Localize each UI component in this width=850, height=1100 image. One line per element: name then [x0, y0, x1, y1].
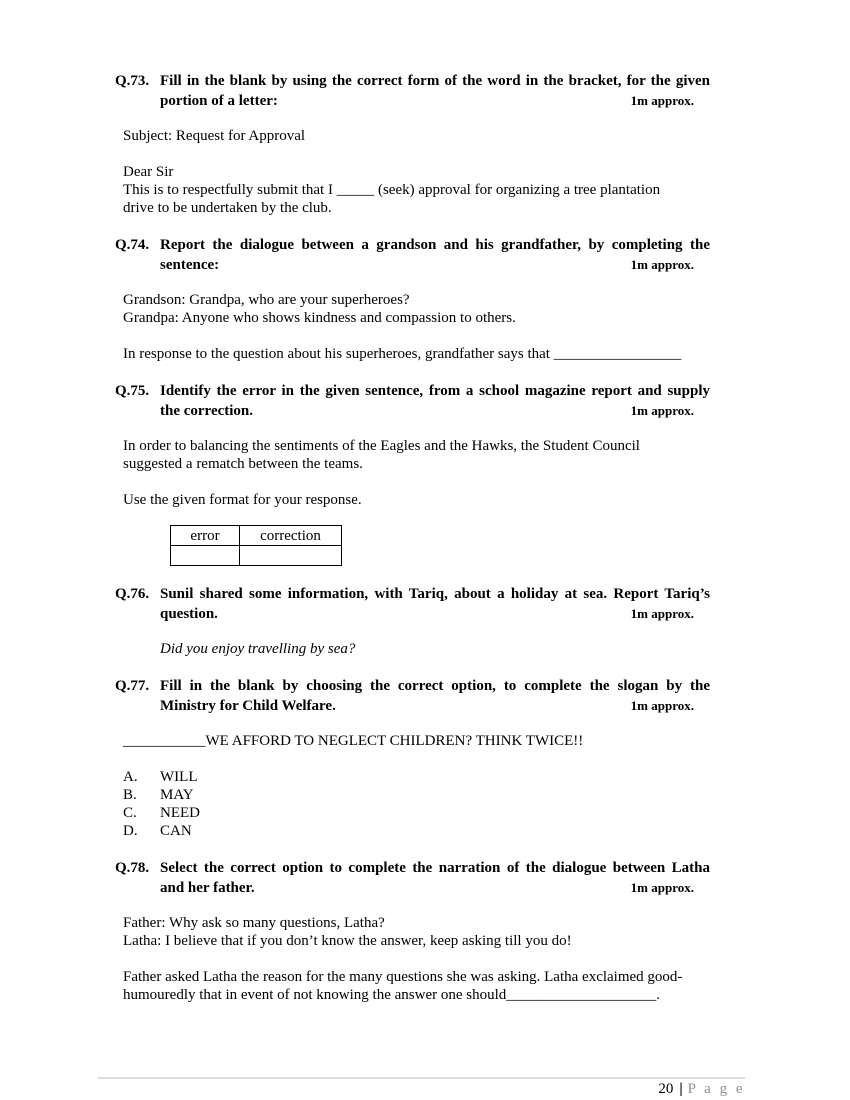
question-title	[160, 382, 710, 421]
question-title	[160, 72, 710, 111]
option-text: MAY	[160, 787, 194, 803]
question-title-line2: question.	[160, 606, 218, 622]
narration-line1: Father asked Latha the reason for the many questions she was asking. Latha exclaimed good-	[123, 969, 683, 985]
question-title-line1: Identify the error in the given sentence, from a school magazine report and supply	[160, 383, 710, 399]
option-letter: B.	[123, 787, 137, 803]
error-sentence-line1: In order to balancing the sentiments of the Eagles and the Hawks, the Student Council	[123, 438, 640, 454]
error-sentence-line2: suggested a rematch between the teams.	[123, 456, 363, 472]
marks-label: 1m approx.	[630, 403, 694, 418]
question-heading	[115, 859, 710, 898]
marks-label: 1m approx.	[630, 93, 694, 108]
reported-question-quote: Did you enjoy travelling by sea?	[160, 641, 356, 657]
dialogue-line-grandson: Grandson: Grandpa, who are your superheroes?	[123, 292, 410, 308]
question-heading	[115, 677, 710, 716]
marks-label: 1m approx.	[630, 257, 694, 272]
error-correction-table	[170, 525, 342, 566]
option-text: CAN	[160, 823, 192, 839]
question-title-line2: and her father.	[160, 880, 255, 896]
question-body	[123, 732, 710, 840]
letter-body-line1: This is to respectfully submit that I _____ (seek) approval for organizing a tree plantation	[123, 182, 661, 198]
option-text: NEED	[160, 805, 200, 821]
question-title-line2: sentence:	[160, 257, 220, 273]
question-title	[160, 859, 710, 898]
question-title-line2: the correction.	[160, 403, 254, 419]
question-block-78	[115, 859, 710, 1004]
question-title-line1: Fill in the blank by using the correct form of the word in the bracket, for the given	[160, 73, 710, 89]
question-title	[160, 585, 710, 624]
question-block-76	[115, 585, 710, 658]
question-title-line2: portion of a letter:	[160, 93, 278, 109]
question-body	[123, 914, 710, 1004]
question-block-75	[115, 382, 710, 566]
question-title	[160, 236, 710, 275]
option-row-c	[123, 804, 710, 822]
option-letter: A.	[123, 769, 138, 785]
page-footer	[98, 1080, 745, 1099]
question-body	[123, 127, 710, 217]
format-instruction: Use the given format for your response.	[123, 492, 362, 508]
table-cell-error-blank	[171, 546, 240, 566]
question-number: Q.74.	[115, 237, 150, 253]
letter-subject: Subject: Request for Approval	[123, 128, 306, 144]
dialogue-line-grandpa: Grandpa: Anyone who shows kindness and compassion to others.	[123, 310, 516, 326]
question-body	[123, 291, 710, 363]
question-body	[123, 640, 710, 658]
question-heading	[115, 585, 710, 624]
question-title-line1: Select the correct option to complete the narration of the dialogue between Latha	[160, 860, 710, 876]
question-number: Q.77.	[115, 678, 150, 694]
page-content	[115, 72, 710, 1004]
spacer	[123, 473, 710, 491]
spacer	[123, 750, 710, 768]
question-block-77	[115, 677, 710, 840]
question-number: Q.75.	[115, 383, 150, 399]
table-header-correction: correction	[240, 526, 342, 546]
question-body	[123, 437, 710, 566]
dialogue-line-latha: Latha: I believe that if you don’t know the answer, keep asking till you do!	[123, 933, 572, 949]
page-number: 20	[658, 1081, 674, 1097]
marks-label: 1m approx.	[630, 880, 694, 895]
question-title-line1: Report the dialogue between a grandson and his grandfather, by completing the	[160, 237, 710, 253]
question-block-74	[115, 236, 710, 363]
option-letter: C.	[123, 805, 137, 821]
spacer	[123, 145, 710, 163]
option-text: WILL	[160, 769, 198, 785]
marks-label: 1m approx.	[630, 606, 694, 621]
question-number: Q.76.	[115, 586, 150, 602]
question-number: Q.78.	[115, 860, 150, 876]
question-heading	[115, 236, 710, 275]
report-sentence: In response to the question about his superheroes, grandfather says that _________________	[123, 346, 682, 362]
option-row-b	[123, 786, 710, 804]
spacer	[123, 327, 710, 345]
option-row-a	[123, 768, 710, 786]
question-heading	[115, 382, 710, 421]
spacer	[123, 950, 710, 968]
table-header-error: error	[171, 526, 240, 546]
dialogue-line-father: Father: Why ask so many questions, Latha?	[123, 915, 385, 931]
option-letter: D.	[123, 823, 138, 839]
slogan-line: ___________WE AFFORD TO NEGLECT CHILDREN? THINK TWICE!!	[123, 733, 584, 749]
footer-separator: |	[679, 1081, 683, 1097]
letter-salutation: Dear Sir	[123, 164, 174, 180]
question-title-line1: Fill in the blank by choosing the correct option, to complete the slogan by the	[160, 678, 710, 694]
question-block-73	[115, 72, 710, 217]
question-number: Q.73.	[115, 73, 150, 89]
question-title-line2: Ministry for Child Welfare.	[160, 698, 336, 714]
question-title-line1: Sunil shared some information, with Tariq, about a holiday at sea. Report Tariq’s	[160, 586, 710, 602]
letter-body-line2: drive to be undertaken by the club.	[123, 200, 332, 216]
narration-line2: humouredly that in event of not knowing the answer one should____________________.	[123, 987, 661, 1003]
question-heading	[115, 72, 710, 111]
table-cell-correction-blank	[240, 546, 342, 566]
footer-divider-line	[98, 1077, 745, 1079]
question-title	[160, 677, 710, 716]
marks-label: 1m approx.	[630, 698, 694, 713]
page-word: P a g e	[687, 1081, 745, 1097]
option-row-d	[123, 822, 710, 840]
